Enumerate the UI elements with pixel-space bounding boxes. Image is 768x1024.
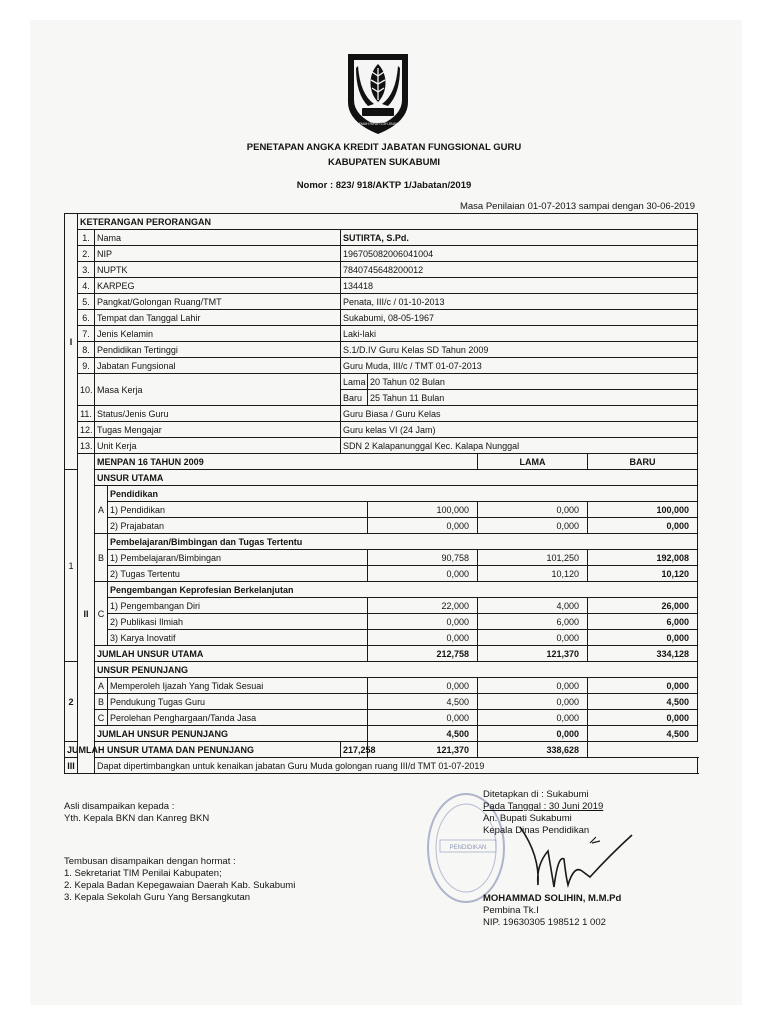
section1-header: KETERANGAN PERORANGAN <box>78 214 698 230</box>
masa-kerja-lama-row: 10. Masa Kerja Lama 20 Tahun 02 Bulan <box>65 374 698 390</box>
score-row: 2) Tugas Tertentu 0,000 10,120 10,120 <box>65 566 698 582</box>
info-row: 5. Pangkat/Golongan Ruang/TMT Penata, III/c / 01-10-2013 <box>65 294 698 310</box>
jabatan: Kepala Dinas Pendidikan <box>483 825 590 836</box>
score-row: 2) Publikasi Ilmiah 0,000 6,000 6,000 <box>65 614 698 630</box>
unsur-penunjang-row: 2 UNSUR PENUNJANG <box>65 662 698 678</box>
assessment-period: Masa Penilaian 01-07-2013 sampai dengan 30-06-2019 <box>459 201 695 212</box>
ditetapkan: Ditetapkan di : Sukabumi <box>483 789 589 800</box>
score-row: 1) Pembelajaran/Bimbingan 90,758 101,250 192,008 <box>65 550 698 566</box>
document-title: PENETAPAN ANGKA KREDIT JABATAN FUNGSIONAL GURU <box>246 142 522 153</box>
svg-text:PENDIDIKAN: PENDIDIKAN <box>449 845 487 851</box>
score-row: 1) Pendidikan 100,000 0,000 100,000 <box>65 502 698 518</box>
unsur-utama-row: 1 UNSUR UTAMA <box>65 470 698 486</box>
score-row: C Perolehan Penghargaan/Tanda Jasa 0,000 0,000 0,000 <box>65 710 698 726</box>
info-row: 8. Pendidikan Tertinggi S.1/D.IV Guru Kelas SD Tahun 2009 <box>65 342 698 358</box>
signer-nip: NIP. 19630305 198512 1 002 <box>483 917 606 928</box>
section3-roman: III <box>65 758 78 774</box>
info-row: 9. Jabatan Fungsional Guru Muda, III/c / TMT 01-07-2013 <box>65 358 698 374</box>
svg-text:GEMAH RIPAH LOH JINAWI: GEMAH RIPAH LOH JINAWI <box>356 122 400 126</box>
signer-name: MOHAMMAD SOLIHIN, M.M.Pd <box>483 893 622 904</box>
group-b-title-row: B Pembelajaran/Bimbingan dan Tugas Tertentu <box>65 534 698 550</box>
section1-header-row <box>65 214 698 230</box>
info-row: 3. NUPTK 7840745648200012 <box>65 262 698 278</box>
section3-text: Dapat dipertimbangkan untuk kenaikan jabatan Guru Muda golongan ruang III/d TMT 01-07-2019 <box>95 758 698 774</box>
masa-kerja-baru-row: Baru 25 Tahun 11 Bulan <box>65 390 698 406</box>
score-row: 3) Karya Inovatif 0,000 0,000 0,000 <box>65 630 698 646</box>
signer-rank: Pembina Tk.I <box>483 905 539 916</box>
section1-roman: I <box>65 214 78 470</box>
group-c-title-row: C Pengembangan Keprofesian Berkelanjutan <box>65 582 698 598</box>
signature <box>500 815 650 905</box>
info-row: 6. Tempat dan Tanggal Lahir Sukabumi, 08-05-1967 <box>65 310 698 326</box>
signer-block <box>483 893 621 929</box>
score-row: B Pendukung Tugas Guru 4,500 0,000 4,500 <box>65 694 698 710</box>
document-number: Nomor : 823/ 918/AKTP 1/Jabatan/2019 <box>296 180 472 191</box>
jumlah-total-row: JUMLAH UNSUR UTAMA DAN PENUNJANG 217,258 121,370 338,628 <box>65 742 698 758</box>
score-row: 1) Pengembangan Diri 22,000 4,000 26,000 <box>65 598 698 614</box>
info-row: 12. Tugas Mengajar Guru kelas VI (24 Jam) <box>65 422 698 438</box>
document-subtitle: KABUPATEN SUKABUMI <box>327 157 441 168</box>
section3-row <box>65 758 698 774</box>
jumlah-utama-row: JUMLAH UNSUR UTAMA 212,758 121,370 334,128 <box>65 646 698 662</box>
jumlah-penunjang-row: JUMLAH UNSUR PENUNJANG 4,500 0,000 4,500 <box>65 726 698 742</box>
info-row: 13. Unit Kerja SDN 2 Kalapanunggal Kec. Kalapa Nunggal <box>65 438 698 454</box>
info-row: 7. Jenis Kelamin Laki-laki <box>65 326 698 342</box>
info-row: 2. NIP 196705082006041004 <box>65 246 698 262</box>
info-row: 4. KARPEG 134418 <box>65 278 698 294</box>
info-row: 11. Status/Jenis Guru Guru Biasa / Guru Kelas <box>65 406 698 422</box>
kabupaten-sukabumi-logo <box>344 50 412 136</box>
section2-roman: II <box>78 454 95 774</box>
section2-header-row: II MENPAN 16 TAHUN 2009 LAMA BARU <box>65 454 698 470</box>
an-bupati: An. Bupati Sukabumi <box>483 813 572 824</box>
asli-block: Asli disampaikan kepada : Yth. Kepala BKN dan Kanreg BKN <box>64 801 210 824</box>
score-row: A Memperoleh Ijazah Yang Tidak Sesuai 0,000 0,000 0,000 <box>65 678 698 694</box>
info-row: 1. Nama SUTIRTA, S.Pd. <box>65 230 698 246</box>
tanggal: Pada Tanggal : 30 Juni 2019 <box>483 801 604 812</box>
score-row: 2) Prajabatan 0,000 0,000 0,000 <box>65 518 698 534</box>
group-a-title-row: A Pendidikan <box>65 486 698 502</box>
tembusan-block: Tembusan disampaikan dengan hormat : 1. Sekretariat TIM Penilai Kabupaten; 2. Kepala Badan Kepegawaian Daerah Kab. Sukabumi 3. Kepala Sekolah Guru Yang Bersangkutan <box>64 856 296 903</box>
credit-table <box>64 213 698 774</box>
